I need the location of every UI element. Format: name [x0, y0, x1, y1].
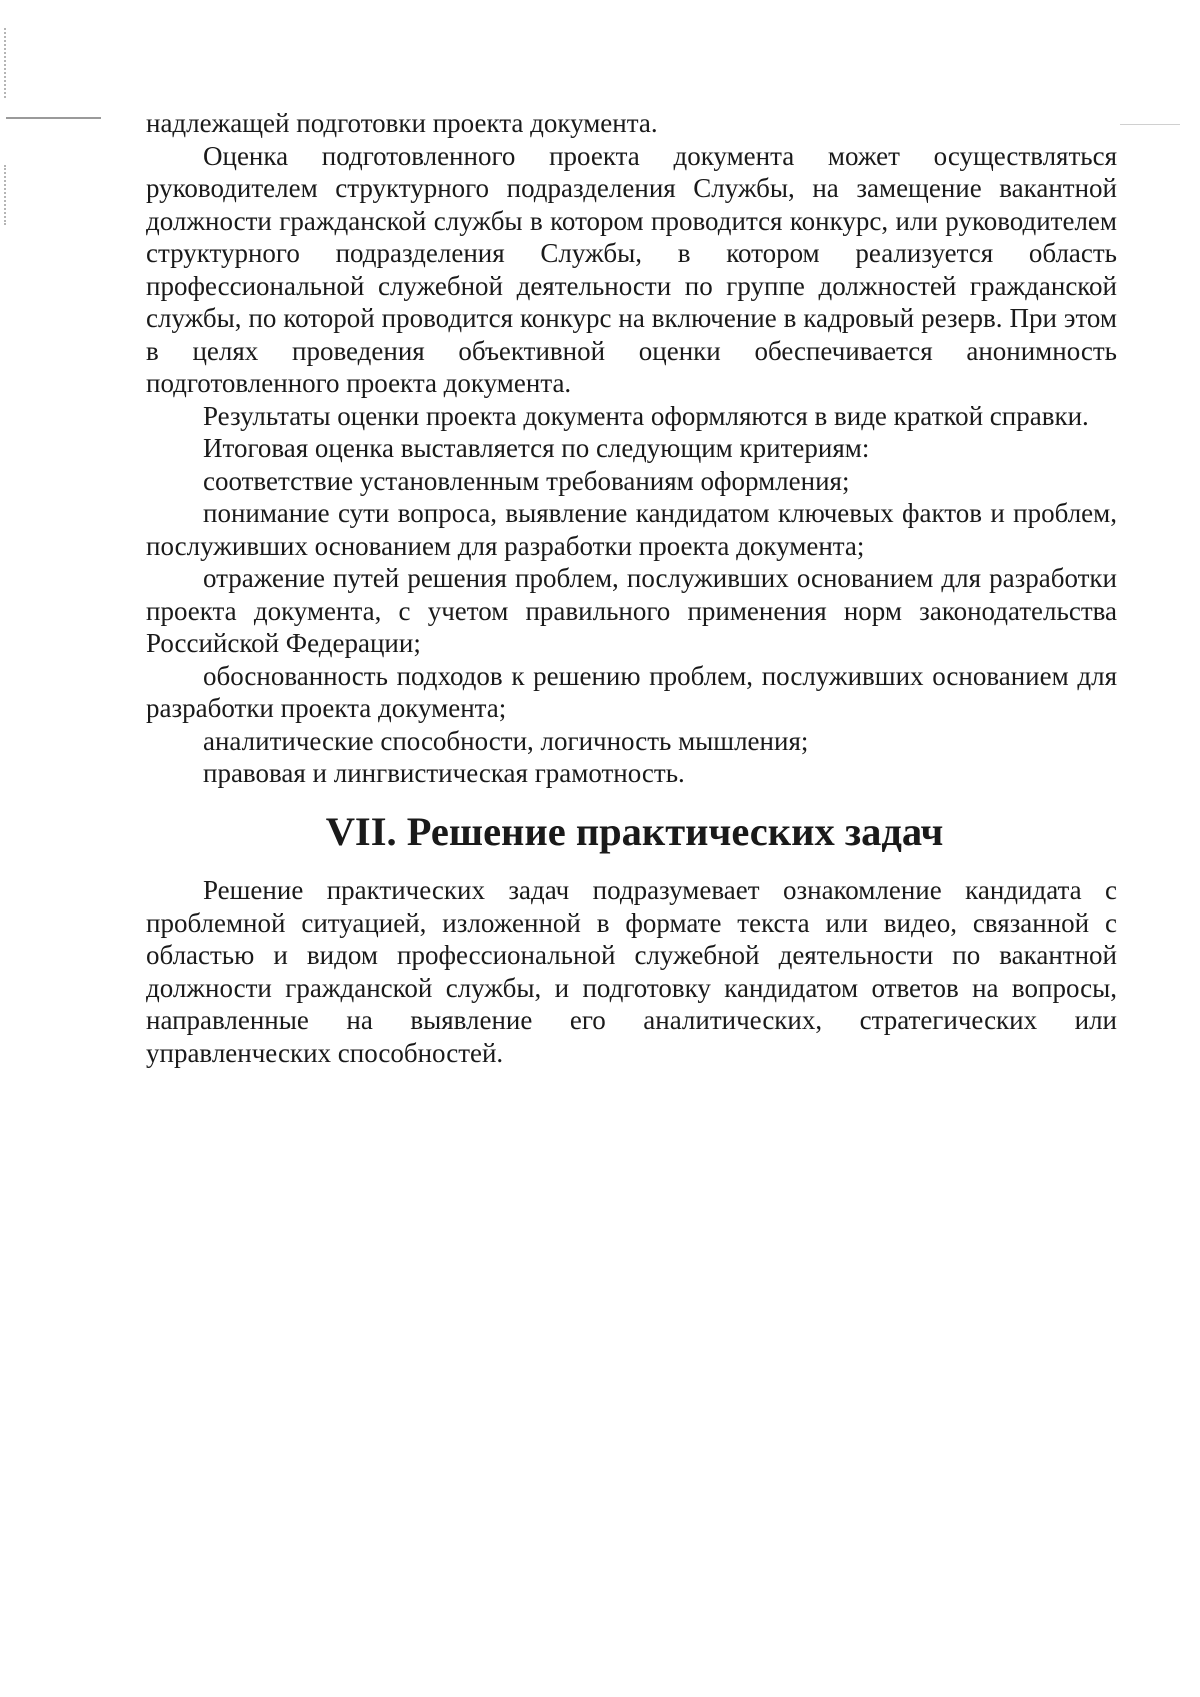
scan-artifact-dots: [4, 28, 8, 98]
paragraph: понимание сути вопроса, выявление кандидатом ключевых фактов и проблем, послуживших основанием для разработки проекта документа;: [146, 498, 1117, 561]
scan-artifact-dots: [4, 165, 8, 225]
paragraphs-before-section: [146, 107, 1117, 790]
paragraphs-after-section: [146, 874, 1117, 1069]
paragraph: отражение путей решения проблем, послуживших основанием для разработки проекта документа, с учетом правильного применения норм законодательства Российской Федерации;: [146, 563, 1117, 658]
section-title: VII. Решение практических задач: [325, 808, 944, 854]
paragraph: Результаты оценки проекта документа оформляются в виде краткой справки.: [203, 400, 1089, 431]
paragraph: Итоговая оценка выставляется по следующим критериям:: [203, 433, 870, 463]
document-body: [146, 107, 1117, 1069]
paragraph: соответствие установленным требованиям оформления;: [203, 465, 850, 496]
paragraph: правовая и лингвистическая грамотность.: [203, 758, 685, 788]
paragraph: надлежащей подготовки проекта документа.: [146, 108, 658, 138]
paragraph: обоснованность подходов к решению проблем, послуживших основанием для разработки проекта документа;: [146, 660, 1117, 723]
paragraph: аналитические способности, логичность мышления;: [203, 725, 809, 756]
scan-artifact-line: [6, 117, 101, 119]
scan-artifact-line: [1120, 124, 1180, 125]
paragraph: Оценка подготовленного проекта документа может осуществляться руководителем структурного подразделения Службы, на замещение вакантной должности гражданской службы в котором проводится конкурс, или руководителем структурного подразделения Службы, в котором реализуется область профессиональной служебной деятельности по группе должностей гражданской службы, по которой проводится конкурс на включение в кадровый резерв. При этом в целях проведения объективной оценки обеспечивается анонимность подготовленного проекта документа.: [146, 140, 1117, 398]
paragraph: Решение практических задач подразумевает ознакомление кандидата с проблемной ситуацией, изложенной в формате текста или видео, связанной с областью и видом профессиональной служебной деятельности по вакантной должности гражданской службы, и подготовку кандидатом ответов на вопросы, направленные на выявление его аналитических, стратегических или управленческих способностей.: [146, 875, 1117, 1068]
